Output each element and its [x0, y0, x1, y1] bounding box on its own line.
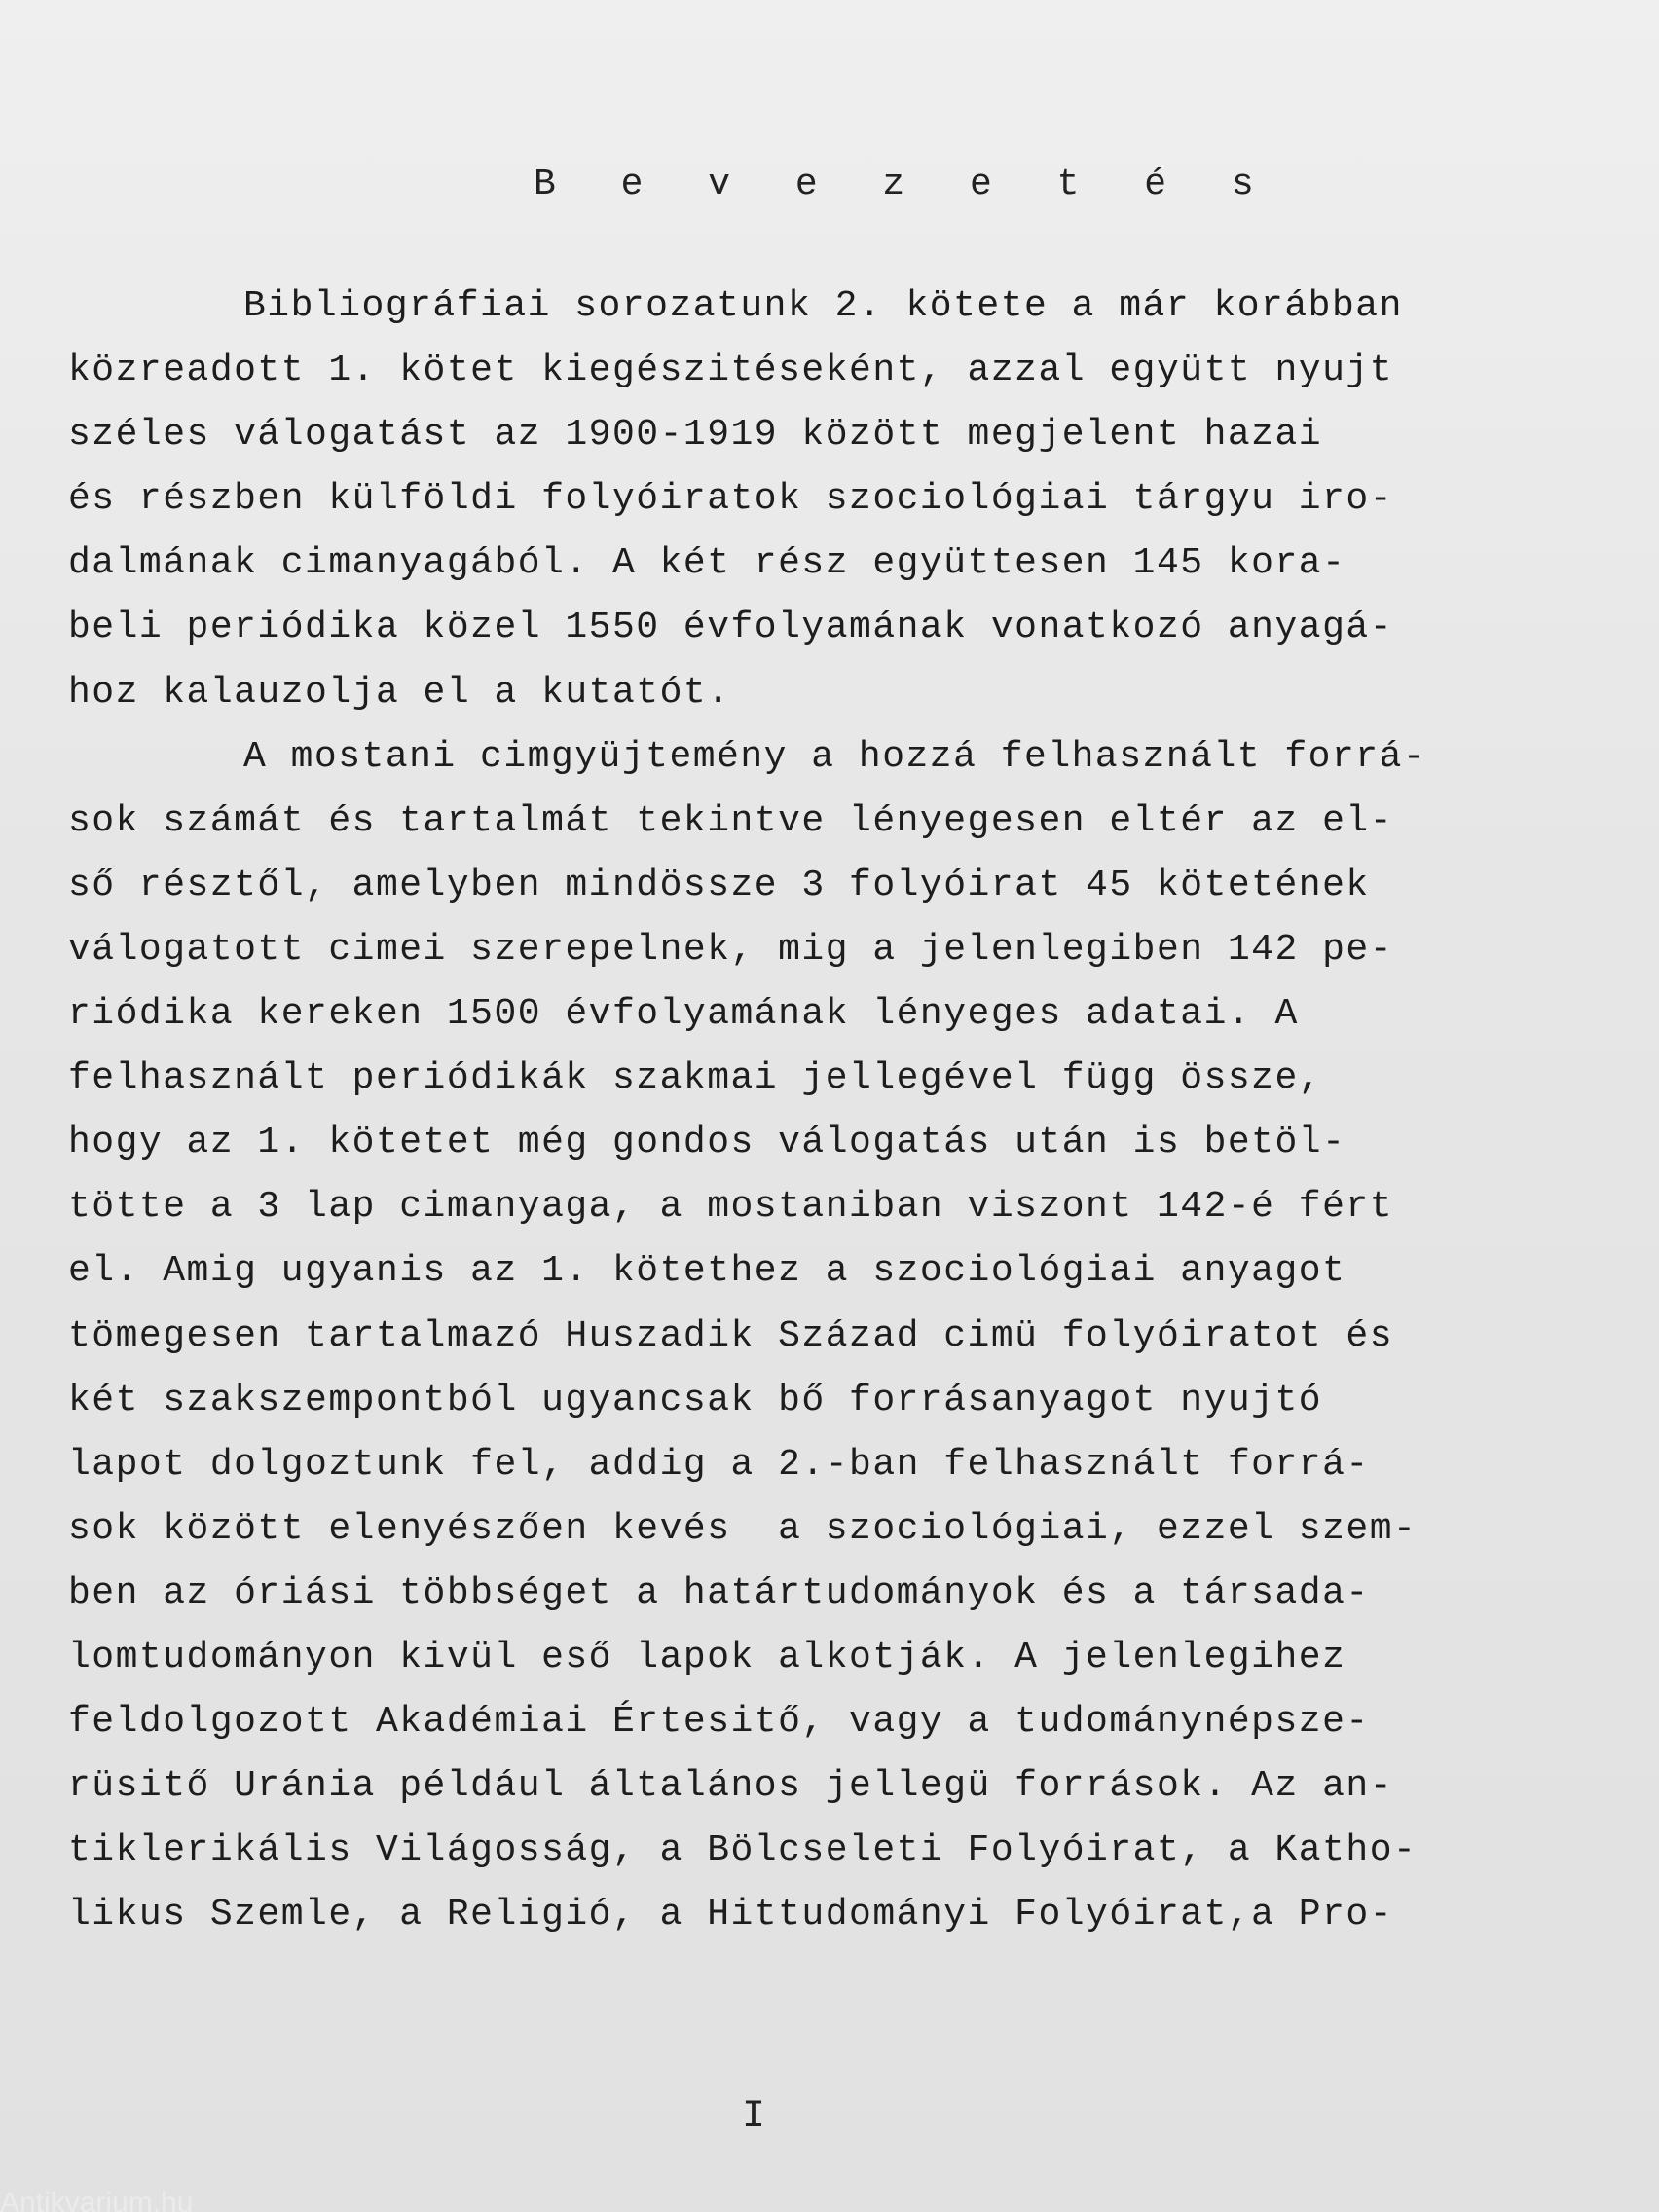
- watermark: Antikvarium.hu: [0, 2187, 194, 2212]
- text-line: lomtudományon kivül eső lapok alkotják. A jelenlegihez: [68, 1636, 1346, 1678]
- text-line: közreadott 1. kötet kiegészitéseként, azzal együtt nyujt: [68, 350, 1394, 392]
- text-line: tömegesen tartalmazó Huszadik Század cimü folyóiratot és: [68, 1314, 1394, 1357]
- text-line: Bibliográfiai sorozatunk 2. kötete a már korábban: [243, 285, 1403, 327]
- text-line: A mostani cimgyüjtemény a hozzá felhasznált forrá-: [243, 735, 1427, 778]
- text-line: két szakszempontból ugyancsak bő forrásanyagot nyujtó: [68, 1379, 1323, 1421]
- text-line: beli periódika közel 1550 évfolyamának vonatkozó anyagá-: [68, 607, 1394, 649]
- text-line: felhasznált periódikák szakmai jellegével függ össze,: [68, 1057, 1323, 1100]
- text-line: dalmának cimanyagából. A két rész együttesen 145 kora-: [68, 542, 1346, 585]
- text-line: sok között elenyészően kevés a szociológiai, ezzel szem-: [68, 1507, 1418, 1550]
- text-line: válogatott cimei szerepelnek, mig a jelenlegiben 142 pe-: [68, 928, 1394, 971]
- page-title: B e v e z e t é s: [534, 164, 1275, 205]
- body-text: [68, 275, 1567, 1947]
- text-line: riódika kereken 1500 évfolyamának lényeges adatai. A: [68, 993, 1299, 1036]
- text-line: hoz kalauzolja el a kutatót.: [68, 671, 731, 714]
- text-line: sok számát és tartalmát tekintve lényegesen eltér az el-: [68, 799, 1394, 842]
- text-line: feldolgozott Akadémiai Értesitő, vagy a tudománynépsze-: [68, 1701, 1370, 1744]
- text-line: ső résztől, amelyben mindössze 3 folyóirat 45 kötetének: [68, 864, 1370, 906]
- page-number: I: [742, 2095, 767, 2139]
- text-line: lapot dolgoztunk fel, addig a 2.-ban felhasznált forrá-: [68, 1443, 1370, 1486]
- text-line: ben az óriási többséget a határtudományok és a társada-: [68, 1571, 1370, 1614]
- text-line: likus Szemle, a Religió, a Hittudományi Folyóirat,a Pro-: [68, 1894, 1394, 1936]
- text-line: tötte a 3 lap cimanyaga, a mostaniban viszont 142-é fért: [68, 1186, 1394, 1229]
- text-line: és részben külföldi folyóiratok szociológiai tárgyu iro-: [68, 478, 1394, 521]
- text-line: széles válogatást az 1900-1919 között megjelent hazai: [68, 414, 1323, 457]
- text-line: rüsitő Uránia például általános jellegü források. Az an-: [68, 1765, 1394, 1808]
- text-line: tiklerikális Világosság, a Bölcseleti Folyóirat, a Katho-: [68, 1829, 1418, 1872]
- text-line: hogy az 1. kötetet még gondos válogatás után is betöl-: [68, 1122, 1346, 1164]
- text-line: el. Amig ugyanis az 1. kötethez a szociológiai anyagot: [68, 1250, 1346, 1293]
